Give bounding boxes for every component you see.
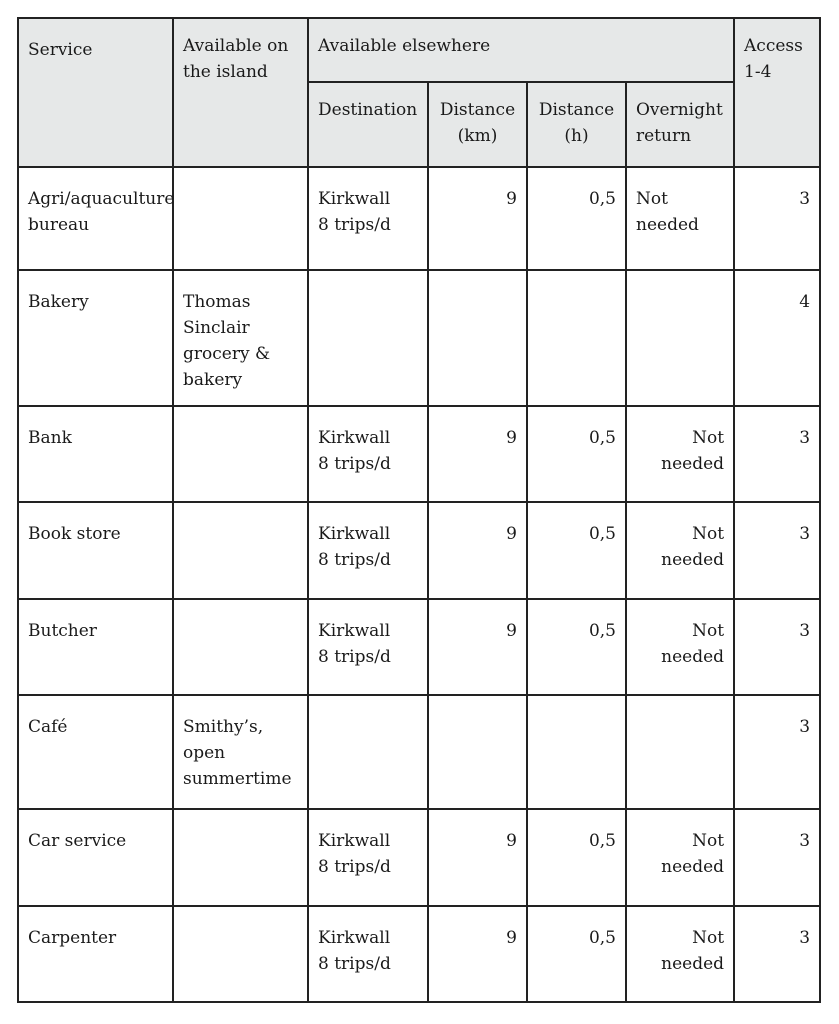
cell-overnight-return: Not needed xyxy=(626,906,734,1002)
header-service: Service xyxy=(18,18,173,167)
cell-destination xyxy=(308,599,428,695)
destination-name: Kirkwall xyxy=(318,428,391,448)
cell-overnight-return: Not needed xyxy=(626,599,734,695)
cell-service: Café xyxy=(18,695,173,809)
header-access: Access 1-4 xyxy=(734,18,820,167)
cell-service: Butcher xyxy=(18,599,173,695)
cell-access: 3 xyxy=(734,406,820,502)
cell-destination xyxy=(308,270,428,406)
cell-access: 4 xyxy=(734,270,820,406)
header-destination: Destination xyxy=(308,82,428,167)
cell-distance-km xyxy=(428,695,527,809)
cell-distance-km: 9 xyxy=(428,599,527,695)
cell-destination xyxy=(308,695,428,809)
cell-on-island xyxy=(173,167,308,270)
cell-on-island xyxy=(173,906,308,1002)
table-row xyxy=(18,270,820,406)
cell-access: 3 xyxy=(734,167,820,270)
cell-access: 3 xyxy=(734,502,820,599)
cell-distance-km: 9 xyxy=(428,167,527,270)
cell-on-island: Smithy’s, open summertime xyxy=(173,695,308,809)
cell-distance-h: 0,5 xyxy=(527,599,626,695)
cell-service: Book store xyxy=(18,502,173,599)
cell-distance-km xyxy=(428,270,527,406)
destination-name: Kirkwall xyxy=(318,524,391,544)
header-available-elsewhere: Available elsewhere xyxy=(308,18,734,82)
cell-on-island xyxy=(173,599,308,695)
cell-distance-h: 0,5 xyxy=(527,906,626,1002)
cell-overnight-return xyxy=(626,270,734,406)
cell-overnight-return: Not needed xyxy=(626,502,734,599)
cell-distance-h: 0,5 xyxy=(527,502,626,599)
header-row-1 xyxy=(18,18,820,82)
destination-trips: 8 trips/d xyxy=(318,954,391,974)
table-row xyxy=(18,502,820,599)
cell-distance-km: 9 xyxy=(428,406,527,502)
destination-name: Kirkwall xyxy=(318,928,391,948)
cell-access: 3 xyxy=(734,906,820,1002)
cell-distance-h: 0,5 xyxy=(527,809,626,906)
destination-trips: 8 trips/d xyxy=(318,647,391,667)
cell-distance-km: 9 xyxy=(428,809,527,906)
table-row xyxy=(18,406,820,502)
cell-service: Agri/aquaculture bureau xyxy=(18,167,173,270)
cell-on-island xyxy=(173,809,308,906)
cell-distance-h: 0,5 xyxy=(527,167,626,270)
cell-distance-h xyxy=(527,695,626,809)
destination-trips: 8 trips/d xyxy=(318,215,391,235)
cell-on-island xyxy=(173,406,308,502)
header-overnight-return: Overnight return xyxy=(626,82,734,167)
cell-access: 3 xyxy=(734,695,820,809)
cell-destination xyxy=(308,406,428,502)
table-row xyxy=(18,809,820,906)
destination-name: Kirkwall xyxy=(318,621,391,641)
header-distance-h: Distance (h) xyxy=(527,82,626,167)
cell-service: Bank xyxy=(18,406,173,502)
cell-access: 3 xyxy=(734,599,820,695)
cell-distance-km: 9 xyxy=(428,906,527,1002)
cell-destination xyxy=(308,906,428,1002)
cell-on-island xyxy=(173,502,308,599)
cell-distance-km: 9 xyxy=(428,502,527,599)
cell-service: Bakery xyxy=(18,270,173,406)
cell-destination xyxy=(308,502,428,599)
table-row xyxy=(18,599,820,695)
destination-trips: 8 trips/d xyxy=(318,857,391,877)
cell-distance-h xyxy=(527,270,626,406)
cell-service: Carpenter xyxy=(18,906,173,1002)
cell-overnight-return: Not needed xyxy=(626,406,734,502)
cell-access: 3 xyxy=(734,809,820,906)
header-available-on-island: Available on the island xyxy=(173,18,308,167)
table-row xyxy=(18,695,820,809)
destination-name: Kirkwall xyxy=(318,831,391,851)
cell-overnight-return xyxy=(626,695,734,809)
table-row xyxy=(18,167,820,270)
cell-distance-h: 0,5 xyxy=(527,406,626,502)
header-distance-km: Distance (km) xyxy=(428,82,527,167)
cell-service: Car service xyxy=(18,809,173,906)
destination-trips: 8 trips/d xyxy=(318,550,391,570)
destination-name: Kirkwall xyxy=(318,189,391,209)
cell-overnight-return: Not needed xyxy=(626,809,734,906)
cell-on-island: Thomas Sinclair grocery & bakery xyxy=(173,270,308,406)
cell-overnight-return: Not needed xyxy=(626,167,734,270)
table-row xyxy=(18,906,820,1002)
cell-destination xyxy=(308,167,428,270)
destination-trips: 8 trips/d xyxy=(318,454,391,474)
cell-destination xyxy=(308,809,428,906)
services-table xyxy=(17,17,821,1003)
